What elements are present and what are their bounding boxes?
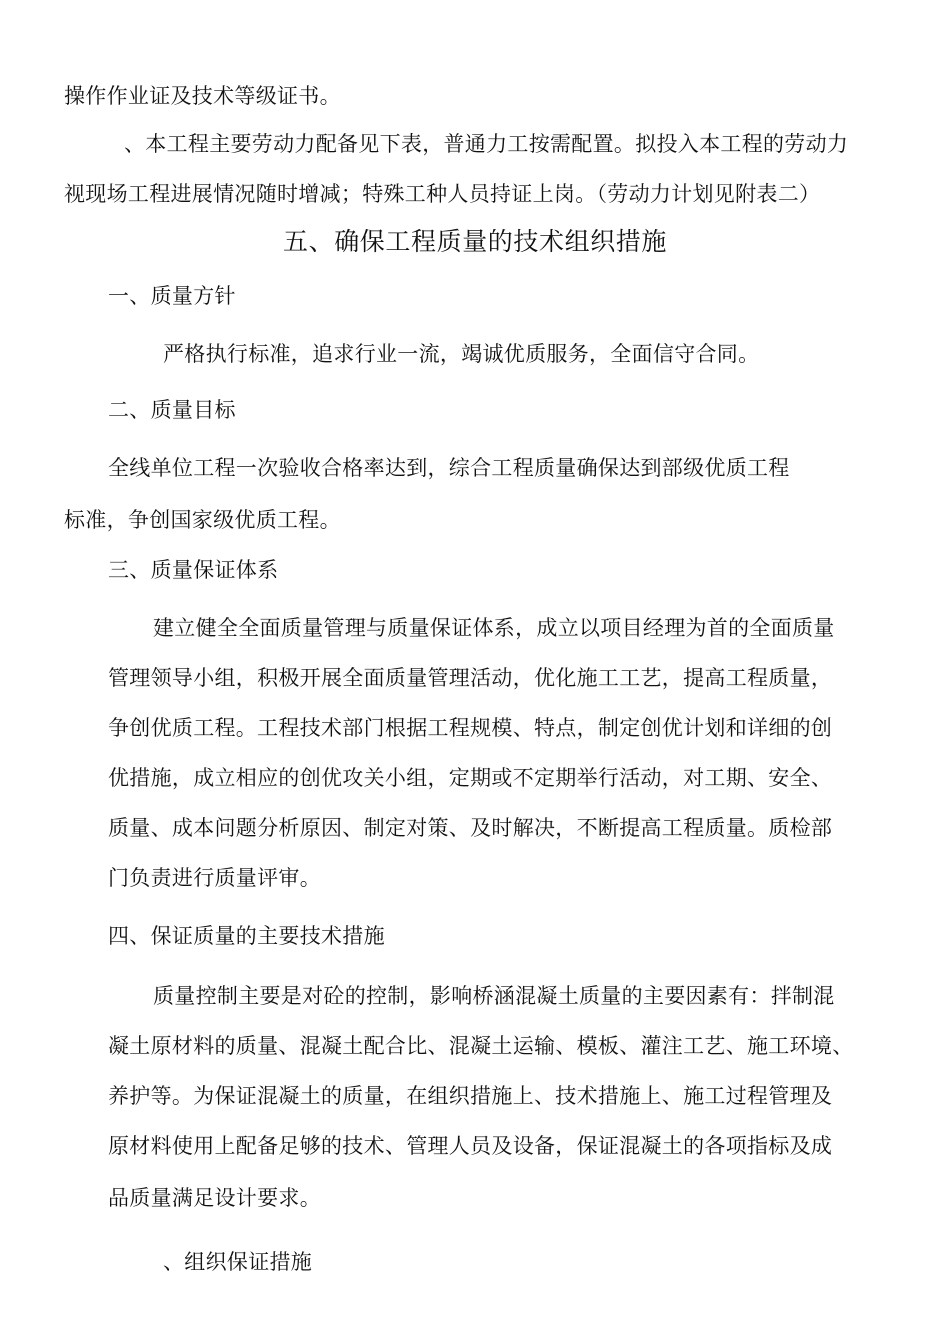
body-line: 优措施，成立相应的创优攻关小组，定期或不定期举行活动，对工期、安全、 bbox=[108, 766, 833, 790]
body-line: 标准，争创国家级优质工程。 bbox=[64, 508, 341, 532]
body-line: 视现场工程进展情况随时增减；特殊工种人员持证上岗。（劳动力计划见附表二） bbox=[64, 182, 821, 206]
subsection-heading: 三、质量保证体系 bbox=[108, 558, 279, 582]
body-line: 质量控制主要是对砼的控制，影响桥涵混凝土质量的主要因素有：拌制混 bbox=[153, 984, 835, 1008]
body-line: 品质量满足设计要求。 bbox=[108, 1186, 321, 1210]
subsection-heading: 四、保证质量的主要技术措施 bbox=[108, 924, 385, 948]
body-line: 门负责进行质量评审。 bbox=[108, 866, 321, 890]
body-line: 养护等。为保证混凝土的质量，在组织措施上、技术措施上、施工过程管理及 bbox=[108, 1084, 833, 1108]
body-line: 建立健全全面质量管理与质量保证体系，成立以项目经理为首的全面质量 bbox=[153, 616, 835, 640]
body-line: 、本工程主要劳动力配备见下表，普通力工按需配置。拟投入本工程的劳动力 bbox=[124, 132, 849, 156]
section-title: 五、确保工程质量的技术组织措施 bbox=[283, 227, 668, 256]
subsection-heading: 二、质量目标 bbox=[108, 398, 236, 422]
body-line: 质量、成本问题分析原因、制定对策、及时解决，不断提高工程质量。质检部 bbox=[108, 816, 833, 840]
subsection-heading: 、组织保证措施 bbox=[163, 1250, 313, 1274]
subsection-heading: 一、质量方针 bbox=[108, 284, 236, 308]
body-line: 管理领导小组，积极开展全面质量管理活动，优化施工工艺，提高工程质量， bbox=[108, 666, 833, 690]
body-line: 操作作业证及技术等级证书。 bbox=[64, 84, 341, 108]
body-line: 争创优质工程。工程技术部门根据工程规模、特点，制定创优计划和详细的创 bbox=[108, 716, 833, 740]
body-line: 全线单位工程一次验收合格率达到，综合工程质量确保达到部级优质工程 bbox=[108, 456, 790, 480]
body-line: 严格执行标准，追求行业一流，竭诚优质服务，全面信守合同。 bbox=[163, 342, 760, 366]
body-line: 凝土原材料的质量、混凝土配合比、混凝土运输、模板、灌注工艺、施工环境、 bbox=[108, 1034, 854, 1058]
body-line: 原材料使用上配备足够的技术、管理人员及设备，保证混凝土的各项指标及成 bbox=[108, 1134, 833, 1158]
